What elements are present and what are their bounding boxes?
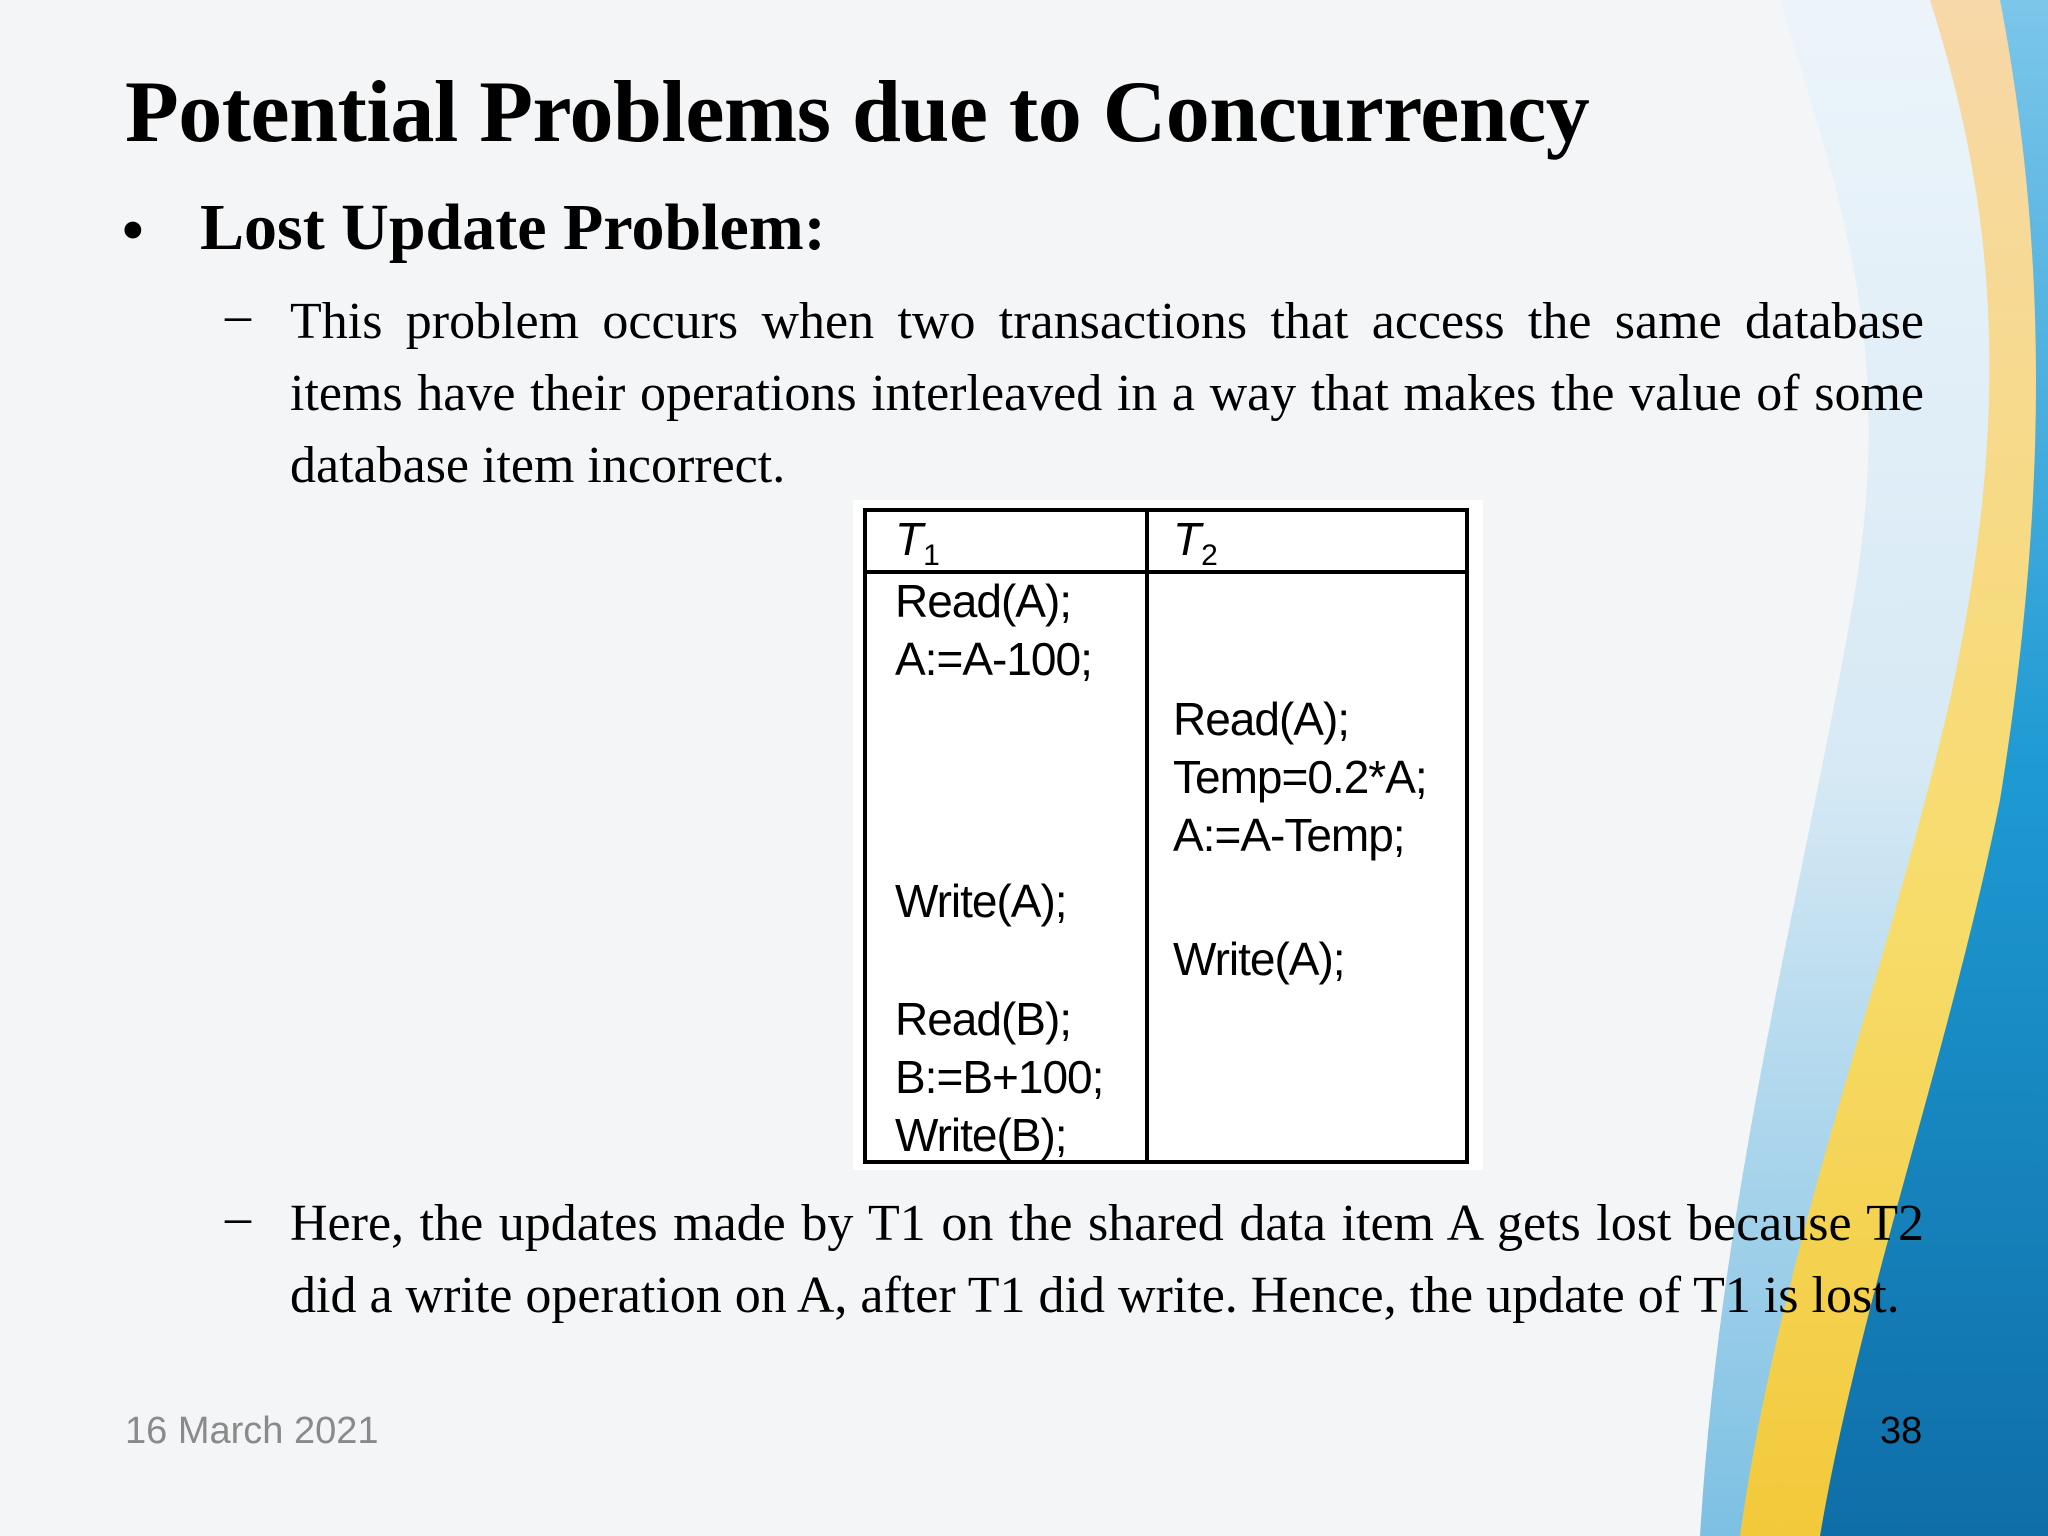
schedule-table bbox=[853, 500, 1483, 1170]
t1-header-letter: T bbox=[895, 513, 924, 565]
slide-title: Potential Problems due to Concurrency bbox=[125, 64, 1590, 161]
t1-op: A:=A-100; bbox=[895, 633, 1092, 685]
dash-marker-2: – bbox=[225, 1189, 251, 1246]
t2-op: A:=A-Temp; bbox=[1173, 809, 1405, 861]
t1-header bbox=[895, 512, 940, 573]
footer-date: 16 March 2021 bbox=[125, 1410, 379, 1452]
bullet-heading: Lost Update Problem: bbox=[200, 191, 826, 264]
dash-marker-1: – bbox=[225, 287, 251, 344]
t2-header-sub: 2 bbox=[1201, 539, 1218, 573]
t2-header-letter: T bbox=[1173, 513, 1202, 565]
t1-op: Write(B); bbox=[895, 1109, 1067, 1161]
t2-header bbox=[1173, 512, 1218, 573]
bullet-marker: • bbox=[122, 197, 144, 265]
t2-op: Temp=0.2*A; bbox=[1173, 751, 1427, 803]
t1-op: Read(A); bbox=[895, 575, 1072, 627]
column-divider bbox=[1145, 512, 1149, 1160]
t1-op: Read(B); bbox=[895, 993, 1072, 1045]
t1-op: B:=B+100; bbox=[895, 1051, 1104, 1103]
t2-op: Read(A); bbox=[1173, 693, 1350, 745]
t1-header-sub: 1 bbox=[923, 539, 940, 573]
t2-op: Write(A); bbox=[1173, 933, 1345, 985]
page-number: 38 bbox=[1880, 1410, 1923, 1452]
paragraph-explanation: Here, the updates made by T1 on the shared data item A gets lost because T2 did a write operation on A, after T1 did write. Hence, the update of T1 is lost. bbox=[290, 1195, 1924, 1324]
schedule-table-frame bbox=[863, 508, 1469, 1164]
paragraph-description: This problem occurs when two transactions that access the same database items have their operations interleaved in a way that makes the value of some database item incorrect. bbox=[290, 293, 1924, 494]
t1-op: Write(A); bbox=[895, 875, 1067, 927]
